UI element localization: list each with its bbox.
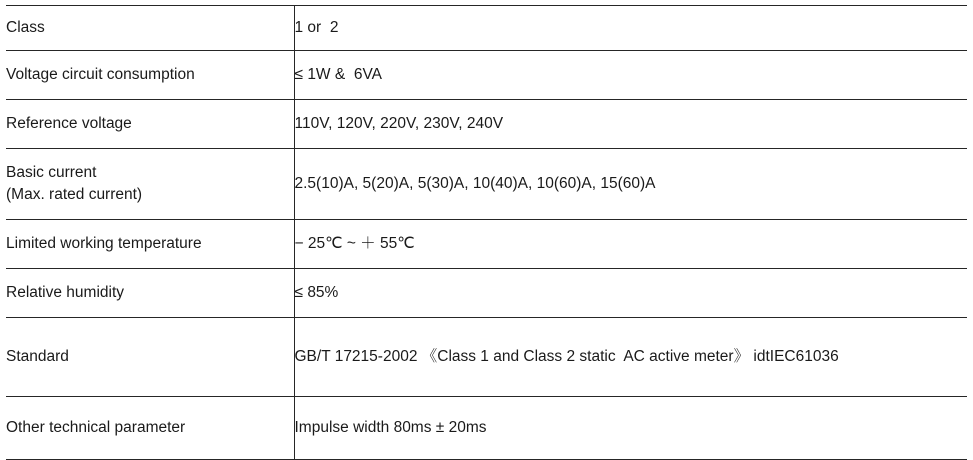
table-cell-label xyxy=(6,6,294,51)
label-line-1: Basic current xyxy=(6,163,97,181)
table-row xyxy=(6,318,967,397)
table-cell-value xyxy=(294,269,967,318)
value-text: GB/T 17215-2002 《Class 1 and Class 2 static AC active meter》 idtIEC61036 xyxy=(294,347,839,365)
value-text: ≤ 85% xyxy=(294,283,339,301)
value-text: − 25℃ ~ ＋ 55℃ xyxy=(294,234,415,252)
value-text: Impulse width 80ms ± 20ms xyxy=(294,418,487,436)
label-line-1: Limited working temperature xyxy=(6,234,202,252)
table-row xyxy=(6,397,967,460)
table-cell-value xyxy=(294,100,967,149)
table-cell-label xyxy=(6,220,294,269)
table-row xyxy=(6,220,967,269)
specification-table xyxy=(6,5,967,460)
table-cell-label xyxy=(6,51,294,100)
value-text: ≤ 1W & 6VA xyxy=(294,65,382,83)
table-row xyxy=(6,100,967,149)
table-cell-value xyxy=(294,318,967,397)
table-row xyxy=(6,269,967,318)
table-cell-label xyxy=(6,269,294,318)
table-cell-value xyxy=(294,51,967,100)
value-text: 110V, 120V, 220V, 230V, 240V xyxy=(294,114,504,132)
table-cell-value xyxy=(294,6,967,51)
table-row xyxy=(6,6,967,51)
label-line-2: (Max. rated current) xyxy=(6,186,143,203)
table-row xyxy=(6,51,967,100)
label-line-1: Relative humidity xyxy=(6,283,125,301)
table-cell-label xyxy=(6,100,294,149)
table-cell-label xyxy=(6,397,294,460)
table-cell-value xyxy=(294,149,967,220)
table-row xyxy=(6,149,967,220)
value-text: 2.5(10)A, 5(20)A, 5(30)A, 10(40)A, 10(60)A, 15(60)A xyxy=(294,174,656,192)
table-body xyxy=(6,6,967,460)
table-cell-value xyxy=(294,397,967,460)
value-text: 1 or 2 xyxy=(294,18,339,36)
label-line-1: Other technical parameter xyxy=(6,418,186,436)
table-cell-label xyxy=(6,318,294,397)
table-cell-label xyxy=(6,149,294,220)
table-cell-value xyxy=(294,220,967,269)
label-line-1: Voltage circuit consumption xyxy=(6,65,195,83)
label-line-1: Standard xyxy=(6,347,69,365)
label-line-1: Class xyxy=(6,18,45,36)
label-line-1: Reference voltage xyxy=(6,114,132,132)
